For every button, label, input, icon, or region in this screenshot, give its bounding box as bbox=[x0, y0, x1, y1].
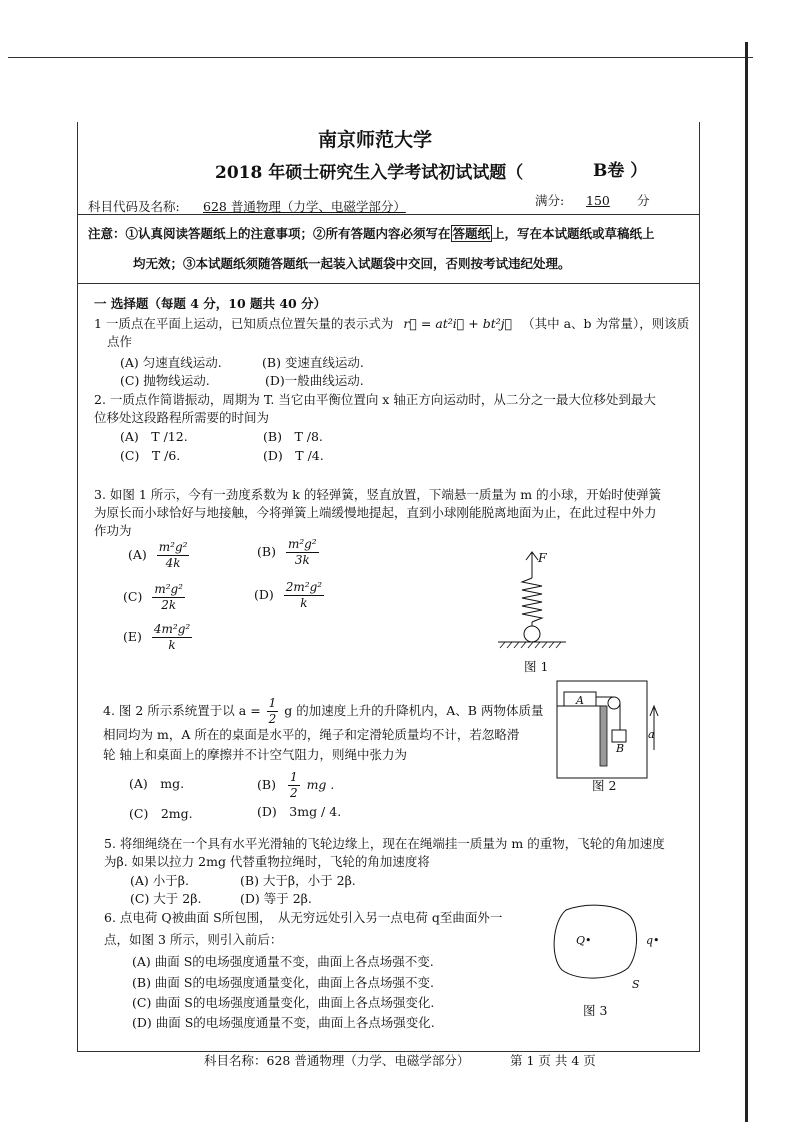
q1-stem: 1 一质点在平面上运动，已知质点位置矢量的表示式为 r⃗ = at²i⃗ + bt²j⃗ （其中 a、b 为常量），则该质 bbox=[94, 316, 690, 331]
q1-option-b: (B) 变速直线运动. bbox=[262, 355, 364, 370]
figure-1-force-label: F bbox=[538, 550, 547, 565]
figure-3-surface-label: S bbox=[632, 978, 640, 991]
scan-border-right bbox=[745, 42, 748, 1122]
q5-option-c: (C) 大于 2β. bbox=[130, 891, 202, 906]
q6-option-a: (A) 曲面 S的电场强度通量不变，曲面上各点场强不变. bbox=[132, 954, 434, 969]
q4-stem-cont-2: 轮 轴上和桌面上的摩擦并不计空气阻力，则绳中张力为 bbox=[103, 747, 407, 762]
q6-option-b: (B) 曲面 S的电场强度通量变化，曲面上各点场强不变. bbox=[132, 975, 434, 990]
figure-2-label-b-block: B bbox=[616, 742, 625, 755]
answer-sheet-box: 答题纸 bbox=[452, 226, 491, 241]
q1-option-a: (A) 匀速直线运动. bbox=[120, 355, 222, 370]
footer-rule bbox=[77, 1051, 699, 1052]
q2-option-d: (D) T /4. bbox=[263, 448, 324, 463]
q4-option-b: (B) $\frac{1}{2}$ mg . bbox=[257, 770, 335, 800]
q6-stem: 6. 点电荷 Q被曲面 S所包围， 从无穷远处引入另一点电荷 q至曲面外一 bbox=[104, 910, 503, 925]
figure-1-spring bbox=[492, 548, 572, 658]
full-score-value: 150 bbox=[586, 193, 610, 208]
subject-label: 科目代码及名称: bbox=[88, 199, 180, 214]
q3-stem: 3. 如图 1 所示，今有一劲度系数为 k 的轻弹簧，竖直放置，下端悬一质量为 m 的小球，开始时使弹簧 bbox=[94, 487, 662, 502]
q6-option-c: (C) 曲面 S的电场强度通量变化，曲面上各点场强变化. bbox=[132, 995, 435, 1010]
full-score-label: 满分: bbox=[535, 193, 565, 208]
q2-stem: 2. 一质点作简谐振动，周期为 T. 当它由平衡位置向 x 轴正方向运动时，从二分之一最大位移处到最大 bbox=[94, 392, 656, 407]
q1-option-d: (D)一般曲线运动. bbox=[265, 373, 364, 388]
university-name: 南京师范大学 bbox=[318, 129, 433, 151]
section-title: 一 选择题（每题 4 分，10 题共 40 分） bbox=[94, 296, 327, 311]
q2-stem-cont: 位移处这段路程所需要的时间为 bbox=[94, 410, 270, 425]
notice-rule bbox=[77, 283, 699, 284]
figure-3-surface bbox=[548, 900, 648, 985]
q1-option-c: (C) 抛物线运动. bbox=[120, 373, 210, 388]
figure-2-label-accel: a bbox=[648, 728, 655, 741]
full-score-unit: 分 bbox=[637, 193, 650, 208]
q6-stem-cont: 点，如图 3 所示，则引入前后： bbox=[104, 932, 283, 947]
footer-subject: 科目名称：628 普通物理（力学、电磁学部分） bbox=[204, 1053, 470, 1068]
q4-stem: 4. 图 2 所示系统置于以 a = $\frac{1}{2}$ g 的加速度上升的升降机内，A、B 两物体质量 bbox=[103, 696, 544, 726]
q5-option-d: (D) 等于 2β. bbox=[240, 891, 312, 906]
q4-option-c: (C) 2mg. bbox=[129, 806, 193, 821]
figure-2-caption: 图 2 bbox=[592, 778, 617, 793]
q1-formula: r⃗ = at²i⃗ + bt²j⃗ bbox=[403, 316, 513, 331]
q3-option-d: (D) $\frac{\text{2m²g²}}{k}$ bbox=[254, 580, 323, 610]
exam-title: 2018 年硕士研究生入学考试初试试题（ bbox=[215, 163, 524, 183]
q5-option-b: (B) 大于β，小于 2β. bbox=[240, 873, 356, 888]
q3-option-c: (C) $\frac{\text{m²g²}}{2k}$ bbox=[123, 582, 183, 612]
notice-line-2: 均无效；③本试题纸须随答题纸一起装入试题袋中交回，否则按考试违纪处理。 bbox=[133, 256, 571, 271]
notice-line-1: 注意：①认真阅读答题纸上的注意事项；②所有答题内容必须写在 答题纸 上，写在本试题纸或草稿纸上 bbox=[88, 226, 655, 241]
scan-border-top bbox=[8, 57, 753, 58]
figure-2-label-a-block: A bbox=[576, 694, 584, 707]
q3-option-a: (A) $\frac{\text{m²g²}}{4k}$ bbox=[128, 540, 188, 570]
subject-value: 628 普通物理（力学、电磁学部分） bbox=[203, 199, 406, 214]
q4-option-d: (D) 3mg / 4. bbox=[257, 804, 342, 819]
q5-option-a: (A) 小于β. bbox=[130, 873, 189, 888]
q5-stem-cont: 为β. 如果以拉力 2mg 代替重物拉绳时，飞轮的角加速度将 bbox=[104, 854, 430, 869]
q1-stem-cont: 点作 bbox=[107, 334, 133, 349]
q2-option-b: (B) T /8. bbox=[263, 429, 323, 444]
q3-stem-cont-1: 为原长而小球恰好与地接触，今将弹簧上端缓慢地提起，直到小球刚能脱离地面为止，在此过程中外力 bbox=[94, 505, 657, 520]
figure-3-charge-q-inside: Q• bbox=[576, 934, 592, 947]
q3-option-b: (B) $\frac{\text{m²g²}}{3k}$ bbox=[257, 537, 317, 567]
q2-option-c: (C) T /6. bbox=[120, 448, 181, 463]
q6-option-d: (D) 曲面 S的电场强度通量不变，曲面上各点场强变化. bbox=[132, 1015, 435, 1030]
q4-stem-cont-1: 相同均为 m，A 所在的桌面是水平的，绳子和定滑轮质量均不计，若忽略滑 bbox=[103, 727, 520, 742]
figure-3-charge-q-outside: q• bbox=[646, 934, 660, 947]
paper-version: B卷 ） bbox=[593, 161, 648, 181]
footer-page-number: 第 1 页 共 4 页 bbox=[510, 1053, 596, 1068]
figure-3-caption: 图 3 bbox=[583, 1003, 608, 1018]
header-rule bbox=[77, 214, 699, 215]
figure-1-caption: 图 1 bbox=[524, 659, 549, 674]
q2-option-a: (A) T /12. bbox=[120, 429, 188, 444]
q3-stem-cont-2: 作功为 bbox=[94, 523, 132, 538]
q3-option-e: (E) $\frac{\text{4m²g²}}{k}$ bbox=[123, 622, 191, 652]
q4-option-a: (A) mg. bbox=[129, 776, 185, 791]
q5-stem: 5. 将细绳绕在一个具有水平光滑轴的飞轮边缘上，现在在绳端挂一质量为 m 的重物，飞轮的角加速度 bbox=[104, 836, 665, 851]
